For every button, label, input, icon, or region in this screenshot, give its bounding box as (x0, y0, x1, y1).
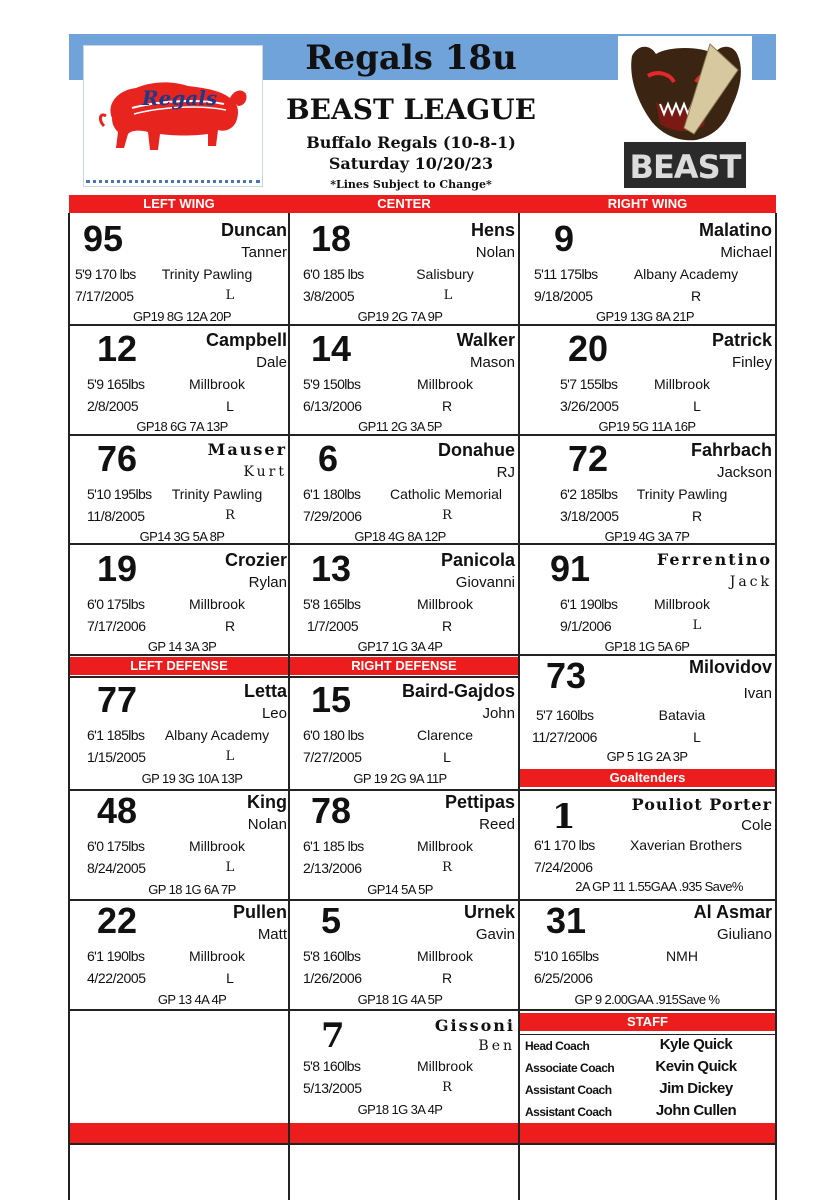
player-last-name: King (247, 792, 287, 812)
player-last-name: Urnek (463, 902, 515, 922)
school: Millbrook (416, 948, 473, 964)
page-title: Regals 18u (305, 38, 517, 78)
season-stats: GP19 13G 8A 21P (596, 309, 694, 324)
jersey-number: 15 (311, 679, 352, 720)
player-card-rd3 (285, 900, 515, 1009)
height-weight: 5'7 155lbs (560, 376, 618, 392)
player-last-name: Milovidov (688, 657, 772, 677)
right-wing-header: RIGHT WING (607, 196, 688, 211)
player-first-name: Finley (731, 354, 772, 371)
school: Millbrook (416, 376, 473, 392)
season-stats: GP 14 3A 3P (147, 639, 217, 654)
school: Catholic Memorial (389, 486, 503, 502)
player-card-rw1 (534, 214, 772, 324)
left-wing-header: LEFT WING (143, 196, 215, 211)
season-stats: GP19 4G 3A 7P (604, 529, 690, 544)
player-card-c3 (285, 434, 515, 543)
height-weight: 6'0 175lbs (87, 838, 145, 854)
season-stats: GP11 2G 3A 5P (358, 419, 442, 434)
player-card-rw4 (542, 544, 772, 653)
shoots-hand: L (443, 749, 451, 765)
shoots-hand: L (225, 860, 235, 875)
shoots-hand: L (693, 729, 701, 745)
player-first-name: Cole (741, 817, 772, 834)
player-last-name: Walker (456, 330, 515, 350)
height-weight: 5'9 165lbs (87, 376, 145, 392)
birth-date: 2/8/2005 (87, 398, 139, 414)
player-card-rd4 (285, 1010, 515, 1119)
player-last-name: Gissoni (434, 1016, 515, 1035)
player-first-name: Leo (261, 705, 287, 722)
player-last-name: Patrick (711, 330, 772, 350)
height-weight: 5'8 165lbs (303, 596, 361, 612)
staff-role: Assistant Coach (525, 1083, 612, 1097)
jersey-number: 73 (546, 655, 587, 696)
staff-row (521, 1101, 775, 1123)
player-first-name: Nolan (475, 244, 515, 261)
shoots-hand: R (442, 860, 452, 875)
player-first-name: Ben (478, 1038, 515, 1054)
player-last-name: Mauser (207, 440, 287, 459)
player-card-ld3 (57, 900, 287, 1009)
height-weight: 6'0 175lbs (87, 596, 145, 612)
birth-date: 6/25/2006 (534, 970, 593, 986)
player-last-name: Letta (243, 681, 287, 701)
staff-row (521, 1079, 775, 1101)
player-first-name: Matt (257, 926, 287, 943)
player-first-name: Mason (469, 354, 515, 371)
jersey-number: 5 (321, 900, 342, 941)
season-stats: 2A GP 11 1.55GAA .935 Save% (575, 879, 743, 894)
school: Millbrook (416, 1058, 473, 1074)
school: NMH (666, 948, 698, 964)
player-first-name: John (482, 705, 515, 722)
height-weight: 5'9 170 lbs (75, 266, 136, 282)
player-card-lw4 (57, 544, 287, 653)
grid-line (68, 1143, 777, 1145)
player-card-rw2 (542, 324, 772, 433)
jersey-number: 76 (97, 438, 138, 479)
staff-role: Associate Coach (525, 1061, 615, 1075)
buffalo-icon (84, 46, 262, 176)
player-card-rw3 (542, 434, 772, 543)
season-stats: GP14 3G 5A 8P (139, 529, 225, 544)
shoots-hand: L (443, 288, 453, 303)
season-stats: GP18 1G 4A 5P (357, 992, 443, 1007)
school: Clarence (416, 727, 474, 743)
player-last-name: Baird-Gajdos (401, 681, 515, 701)
logo-dotted-border (86, 176, 260, 183)
birth-date: 9/1/2006 (560, 618, 612, 634)
season-stats: GP19 2G 7A 9P (357, 309, 443, 324)
player-first-name: Nolan (247, 816, 287, 833)
season-stats: GP18 1G 5A 6P (604, 639, 690, 654)
season-stats: GP19 5G 11A 16P (598, 419, 696, 434)
beast-logo-text: BEAST (629, 148, 741, 186)
staff-name: John Cullen (655, 1102, 737, 1119)
shoots-hand: L (226, 970, 234, 986)
player-first-name: Dale (256, 354, 287, 371)
height-weight: 5'10 195lbs (87, 486, 152, 502)
player-first-name: Reed (479, 816, 515, 833)
team-record: Buffalo Regals (10-8-1) (306, 133, 516, 152)
season-stats: GP18 4G 8A 12P (354, 529, 446, 544)
jersey-number: 20 (568, 328, 609, 369)
season-stats: GP18 6G 7A 13P (136, 419, 228, 434)
shoots-hand: R (441, 398, 453, 414)
season-stats: GP 19 2G 9A 11P (353, 771, 447, 786)
staff-name: Jim Dickey (659, 1080, 733, 1097)
shoots-hand: L (225, 749, 235, 764)
jersey-number: 95 (83, 218, 124, 259)
school: Millbrook (188, 596, 245, 612)
school: Millbrook (416, 838, 473, 854)
player-last-name: Pettipas (444, 792, 515, 812)
regals-logo (83, 45, 263, 187)
birth-date: 1/26/2006 (303, 970, 362, 986)
birth-date: 4/22/2005 (87, 970, 146, 986)
player-first-name: Michael (720, 244, 772, 261)
birth-date: 2/13/2006 (303, 860, 362, 876)
player-last-name: Panicola (440, 550, 515, 570)
player-card-c2 (285, 324, 515, 433)
staff-row (521, 1057, 775, 1079)
player-last-name: Malatino (698, 220, 772, 240)
season-stats: GP17 1G 3A 4P (357, 639, 443, 654)
player-first-name: Ivan (743, 685, 772, 702)
height-weight: 5'11 175lbs (534, 266, 598, 282)
shoots-hand: R (691, 508, 703, 524)
left-defense-header: LEFT DEFENSE (130, 658, 228, 673)
season-stats: GP18 1G 3A 4P (357, 1102, 443, 1117)
player-first-name: Jackson (716, 464, 772, 481)
birth-date: 6/13/2006 (303, 398, 362, 414)
player-last-name: Duncan (220, 220, 287, 240)
game-date: Saturday 10/20/23 (328, 154, 494, 173)
player-card-rd1 (285, 679, 515, 788)
player-card-c4 (285, 544, 515, 653)
player-card-lw1 (57, 214, 287, 323)
school: Xaverian Brothers (629, 837, 743, 853)
shoots-hand: R (224, 618, 236, 634)
school: Millbrook (188, 376, 245, 392)
player-card-lw3 (57, 434, 287, 543)
season-stats: GP 18 1G 6A 7P (148, 882, 236, 897)
shoots-hand: L (225, 288, 235, 303)
jersey-number: 72 (568, 438, 609, 479)
birth-date: 7/24/2006 (534, 859, 593, 875)
player-last-name: Pouliot Porter (631, 795, 772, 814)
shoots-hand: R (441, 618, 453, 634)
height-weight: 5'7 160lbs (536, 707, 594, 723)
jersey-number: 31 (546, 900, 587, 941)
staff-name: Kevin Quick (655, 1058, 737, 1075)
height-weight: 6'1 180lbs (303, 486, 361, 502)
height-weight: 6'2 185lbs (560, 486, 618, 502)
shoots-hand: R (225, 508, 235, 523)
player-last-name: Pullen (232, 902, 287, 922)
birth-date: 7/29/2006 (303, 508, 362, 524)
school: Trinity Pawling (171, 486, 263, 502)
school: Trinity Pawling (636, 486, 728, 502)
player-last-name: Ferrentino (656, 550, 772, 569)
jersey-number: 22 (97, 900, 138, 941)
jersey-number: 9 (554, 218, 575, 259)
season-stats: GP 19 3G 10A 13P (141, 771, 243, 786)
player-card-c1 (285, 214, 515, 323)
staff-row (521, 1035, 775, 1057)
school: Millbrook (416, 596, 473, 612)
bottom-red-bar (69, 1123, 776, 1143)
goaltenders-header: Goaltenders (519, 769, 776, 787)
player-last-name: Hens (470, 220, 515, 240)
staff-role: Assistant Coach (525, 1105, 612, 1119)
school: Millbrook (653, 376, 710, 392)
jersey-number: 77 (97, 679, 138, 720)
height-weight: 6'1 185lbs (87, 727, 145, 743)
jersey-number: 19 (97, 548, 138, 589)
school: Millbrook (188, 838, 245, 854)
birth-date: 8/24/2005 (87, 860, 146, 876)
jersey-number: 6 (318, 438, 339, 479)
staff-header: STAFF (519, 1013, 776, 1031)
season-stats: GP 5 1G 2A 3P (606, 749, 688, 764)
lines-note: *Lines Subject to Change* (330, 178, 492, 191)
right-defense-header: RIGHT DEFENSE (351, 658, 457, 673)
player-first-name: RJ (496, 464, 515, 481)
season-stats: GP19 8G 12A 20P (133, 309, 231, 324)
height-weight: 5'10 165lbs (534, 948, 599, 964)
jersey-number: 14 (311, 328, 352, 369)
regals-logo-text: Regals (142, 86, 218, 110)
jersey-number: 7 (321, 1016, 345, 1056)
player-first-name: Rylan (248, 574, 287, 591)
birth-date: 7/17/2005 (75, 288, 134, 304)
jersey-number: 1 (552, 797, 576, 837)
school: Millbrook (188, 948, 245, 964)
player-card-extra-forward (532, 655, 772, 767)
player-card-ld2 (57, 790, 287, 899)
grid-line (518, 213, 520, 1200)
birth-date: 1/15/2005 (87, 749, 146, 765)
jersey-number: 48 (97, 790, 138, 831)
jersey-number: 12 (97, 328, 138, 369)
grid-line (775, 213, 777, 1200)
shoots-hand: L (693, 398, 701, 414)
shoots-hand: R (441, 970, 453, 986)
player-first-name: Giovanni (455, 574, 515, 591)
school: Albany Academy (164, 727, 270, 743)
player-first-name: Kurt (243, 464, 287, 480)
season-stats: GP14 5A 5P (367, 882, 433, 897)
jersey-number: 91 (550, 548, 591, 589)
player-first-name: Gavin (475, 926, 515, 943)
league-title: BEAST LEAGUE (286, 93, 536, 126)
birth-date: 7/27/2005 (303, 749, 362, 765)
beast-logo (618, 36, 752, 192)
jersey-number: 13 (311, 548, 352, 589)
center-header: CENTER (377, 196, 431, 211)
height-weight: 6'0 185 lbs (303, 266, 364, 282)
player-card-lw2 (57, 324, 287, 433)
height-weight: 6'0 180 lbs (303, 727, 364, 743)
birth-date: 11/27/2006 (532, 729, 598, 745)
birth-date: 3/8/2005 (303, 288, 355, 304)
shoots-hand: R (442, 1080, 452, 1095)
height-weight: 6'1 190lbs (560, 596, 618, 612)
player-first-name: Tanner (241, 244, 287, 261)
school: Millbrook (653, 596, 710, 612)
height-weight: 6'1 170 lbs (534, 837, 595, 853)
player-last-name: Crozier (224, 550, 287, 570)
school: Trinity Pawling (161, 266, 253, 282)
grid-line (68, 676, 518, 678)
player-first-name: Giuliano (716, 926, 772, 943)
school: Albany Academy (633, 266, 739, 282)
staff-name: Kyle Quick (659, 1036, 733, 1053)
jersey-number: 18 (311, 218, 352, 259)
shoots-hand: L (226, 398, 234, 414)
birth-date: 3/18/2005 (560, 508, 619, 524)
birth-date: 7/17/2006 (87, 618, 146, 634)
jersey-number: 78 (311, 790, 352, 831)
birth-date: 1/7/2005 (307, 618, 359, 634)
season-stats: GP 13 4A 4P (157, 992, 227, 1007)
height-weight: 6'1 185 lbs (303, 838, 364, 854)
player-last-name: Fahrbach (690, 440, 772, 460)
player-card-ld1 (57, 679, 287, 788)
height-weight: 5'8 160lbs (303, 1058, 361, 1074)
height-weight: 6'1 190lbs (87, 948, 145, 964)
player-first-name: Jack (729, 574, 772, 590)
birth-date: 5/13/2005 (303, 1080, 362, 1096)
height-weight: 5'9 150lbs (303, 376, 361, 392)
birth-date: 9/18/2005 (534, 288, 593, 304)
shoots-hand: R (442, 508, 452, 523)
player-last-name: Donahue (437, 440, 515, 460)
height-weight: 5'8 160lbs (303, 948, 361, 964)
player-last-name: Al Asmar (693, 902, 772, 922)
player-last-name: Campbell (205, 330, 287, 350)
player-card-goalie2 (534, 900, 772, 1009)
player-card-goalie1 (534, 789, 772, 898)
birth-date: 3/26/2005 (560, 398, 619, 414)
season-stats: GP 9 2.00GAA .915Save % (574, 992, 720, 1007)
player-card-rd2 (285, 790, 515, 899)
school: Salisbury (416, 266, 474, 282)
shoots-hand: R (690, 288, 702, 304)
school: Batavia (658, 707, 706, 723)
shoots-hand: L (692, 618, 702, 633)
staff-role: Head Coach (525, 1039, 590, 1053)
birth-date: 11/8/2005 (87, 508, 145, 524)
